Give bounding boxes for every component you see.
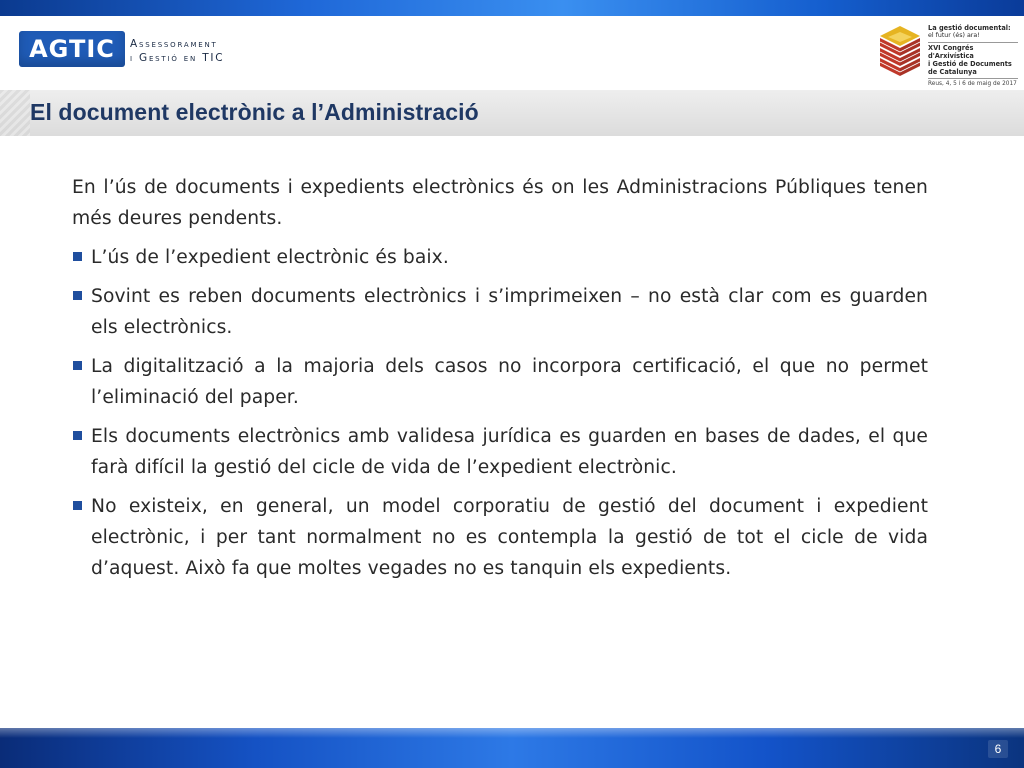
bullet-item bbox=[72, 491, 928, 584]
congress-stacked-cube-icon bbox=[876, 24, 924, 84]
agtic-subtitle-line1: Assessorament bbox=[130, 38, 218, 50]
intro-paragraph: En l’ús de documents i expedients electrònics és on les Administracions Públiques tenen més deures pendents. bbox=[72, 177, 928, 229]
bottom-decorative-band bbox=[0, 728, 1024, 768]
bullet-square-icon bbox=[73, 291, 82, 300]
congress-line2: el futur (és) ara! bbox=[928, 32, 980, 39]
congress-dates: Reus, 4, 5 i 6 de maig de 2017 bbox=[928, 81, 1017, 87]
title-band-stripe bbox=[0, 90, 30, 136]
bullet-item bbox=[72, 242, 928, 273]
bullet-text: Sovint es reben documents electrònics i s’imprimeixen – no està clar com es guarden els electrònics. bbox=[91, 286, 928, 338]
bullet-square-icon bbox=[73, 431, 82, 440]
bullet-square-icon bbox=[73, 361, 82, 370]
congress-line1: La gestió documental: bbox=[928, 24, 1011, 32]
bullet-item bbox=[72, 281, 928, 343]
slide-title: El document electrònic a l’Administració bbox=[30, 99, 479, 125]
congress-divider bbox=[928, 42, 1018, 43]
congress-logo-text bbox=[928, 24, 1018, 88]
slide-header bbox=[0, 16, 1024, 90]
agtic-logo-subtitle bbox=[130, 37, 300, 65]
congress-logo bbox=[876, 24, 1016, 90]
bullet-text: Els documents electrònics amb validesa jurídica es guarden en bases de dades, el que farà difícil la gestió del cicle de vida de l’expedient electrònic. bbox=[91, 426, 928, 478]
bullet-list bbox=[72, 242, 928, 584]
congress-line4: i Gestió de Documents bbox=[928, 60, 1012, 68]
page-number: 6 bbox=[988, 740, 1008, 758]
agtic-logo: AGTIC bbox=[19, 31, 125, 67]
bullet-square-icon bbox=[73, 501, 82, 510]
agtic-subtitle-line2: i Gestió en TIC bbox=[130, 52, 225, 64]
top-decorative-band bbox=[0, 0, 1024, 16]
bullet-item bbox=[72, 351, 928, 413]
bottom-band-shine bbox=[0, 728, 1024, 738]
bullet-text: No existeix, en general, un model corporatiu de gestió del document i expedient electrònic, i per tant normalment no es contempla la gestió de tot el cicle de vida d’aquest. Això fa que moltes vegades no es tanquin els expedients. bbox=[91, 496, 928, 579]
bullet-text: L’ús de l’expedient electrònic és baix. bbox=[91, 247, 449, 268]
slide-body bbox=[72, 172, 928, 592]
bullet-square-icon bbox=[73, 252, 82, 261]
bullet-text: La digitalització a la majoria dels casos no incorpora certificació, el que no permet l’eliminació del paper. bbox=[91, 356, 928, 408]
congress-line5: de Catalunya bbox=[928, 68, 977, 76]
bullet-item bbox=[72, 421, 928, 483]
congress-line3: XVI Congrés d'Arxivística bbox=[928, 44, 974, 60]
title-band bbox=[0, 90, 1024, 136]
congress-divider-2 bbox=[928, 78, 1018, 79]
